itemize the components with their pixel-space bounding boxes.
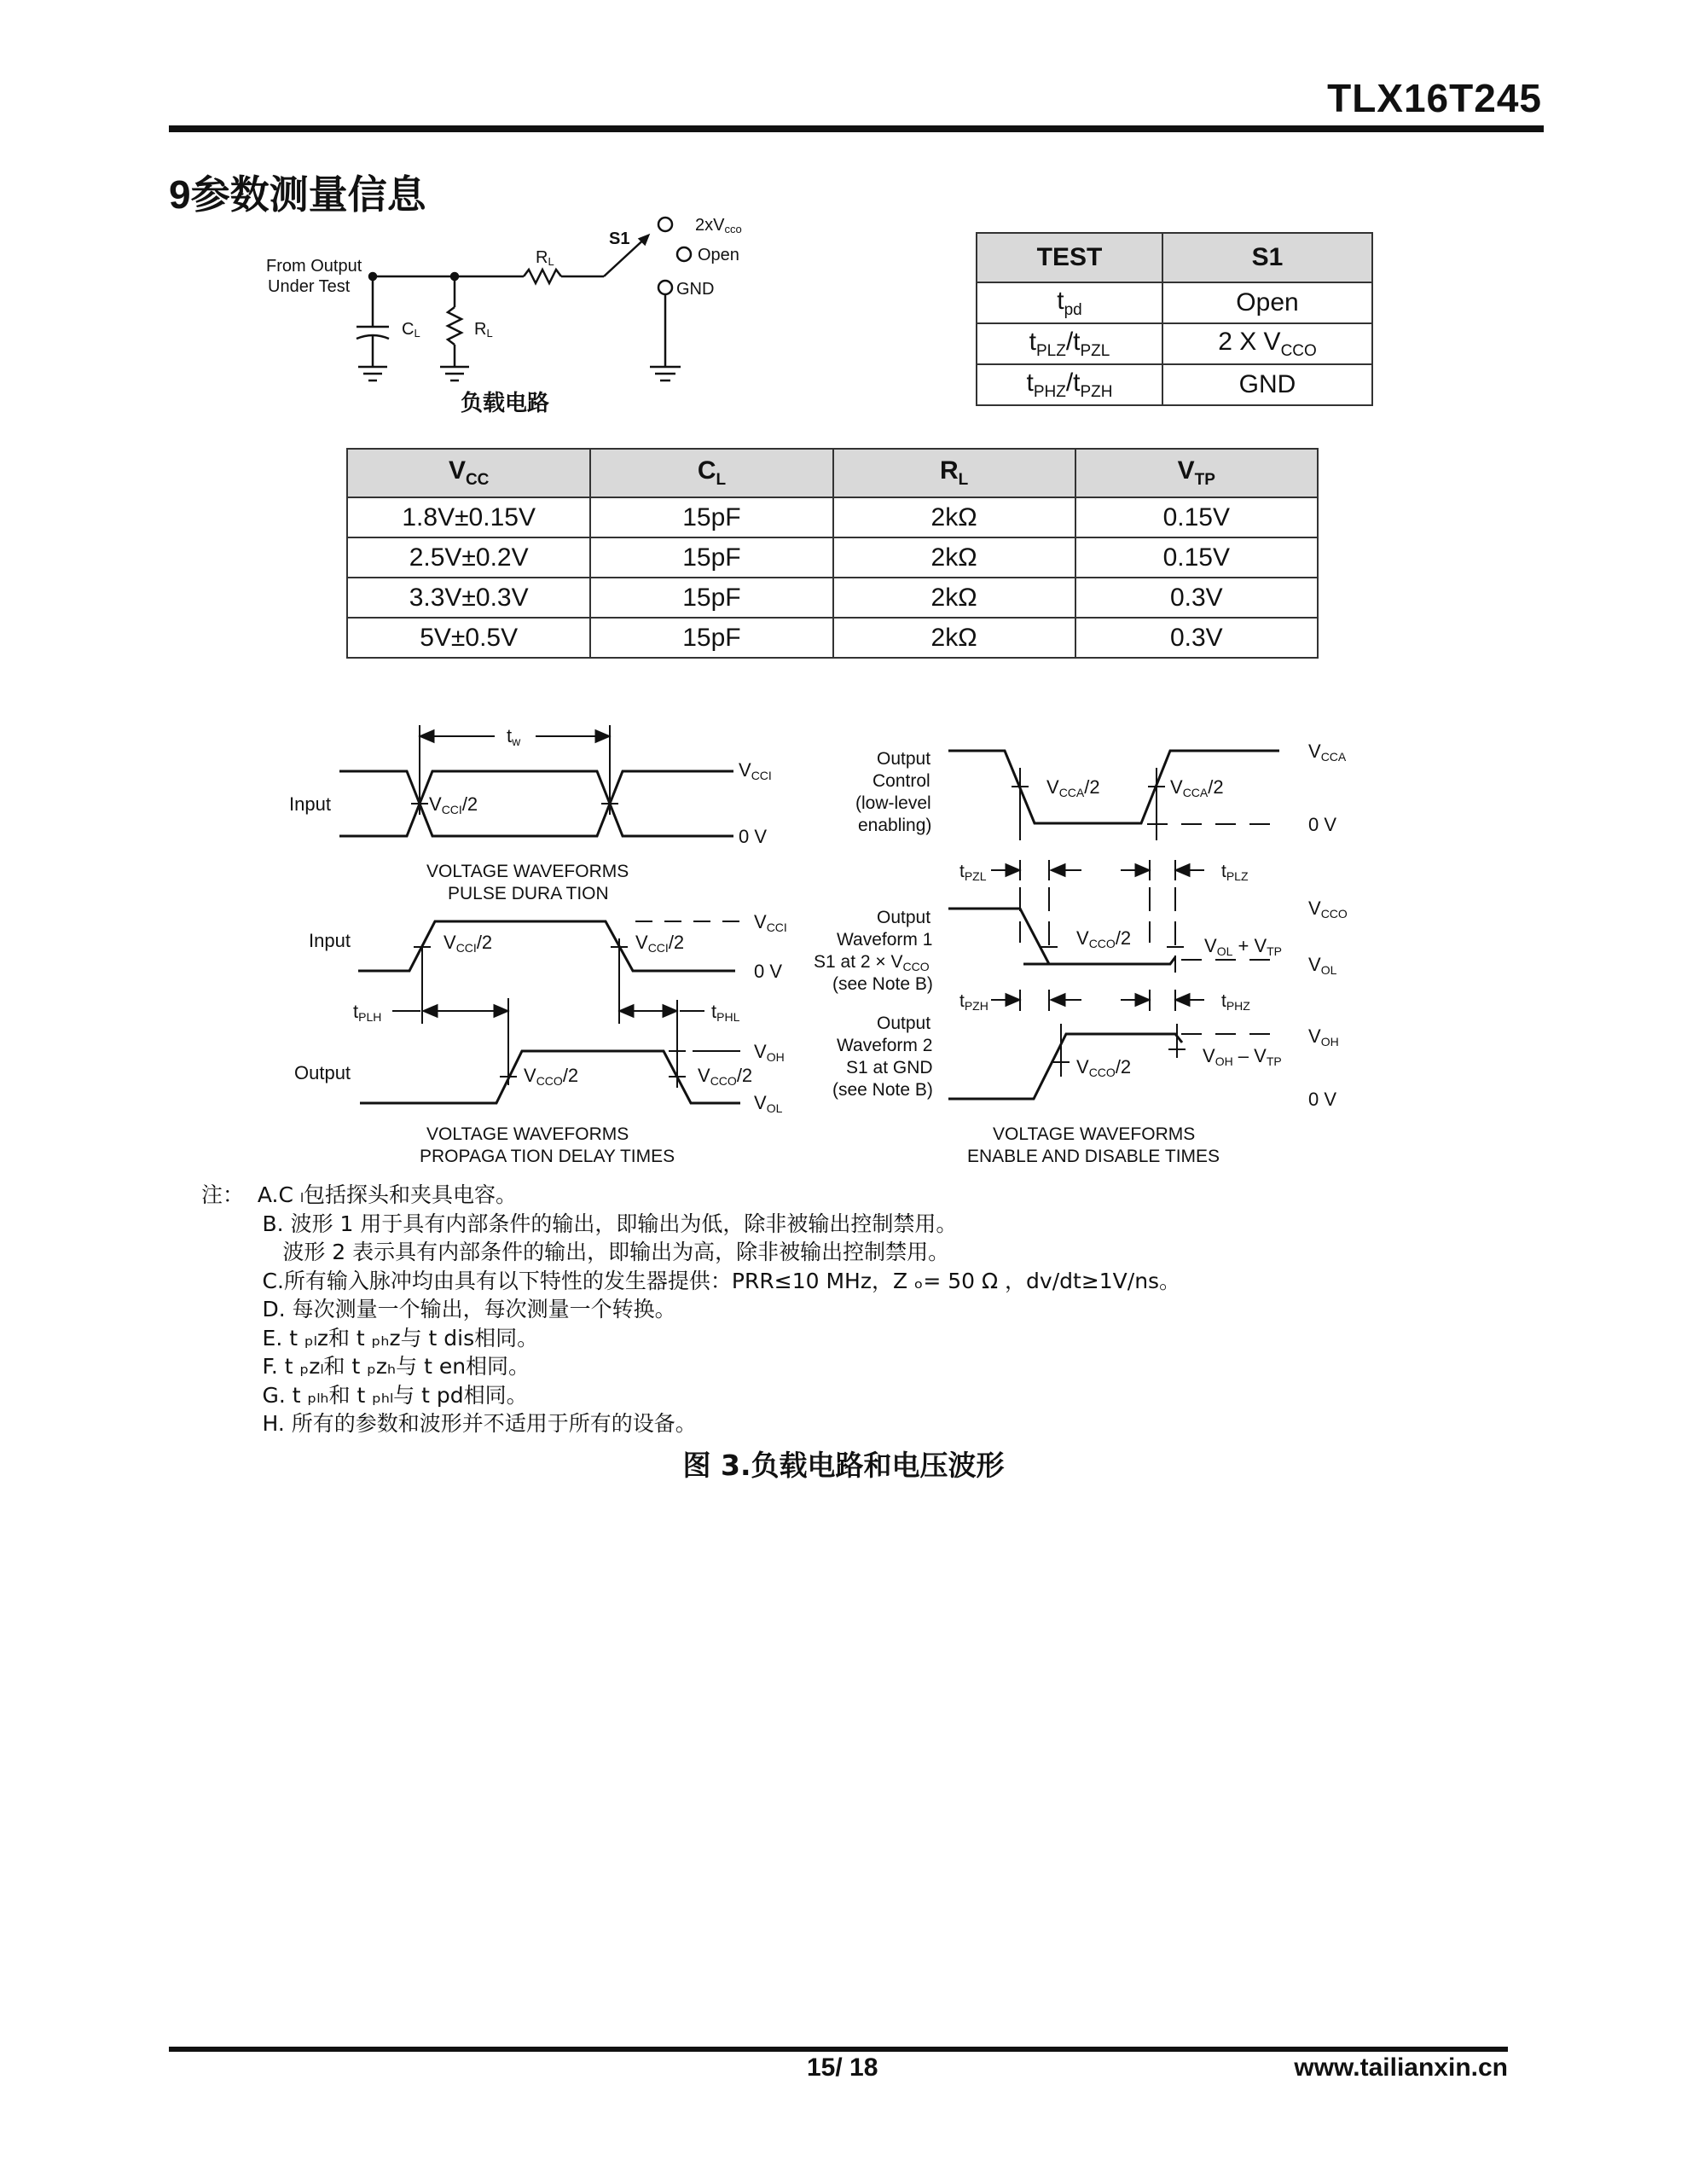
table-row: [977, 323, 1372, 364]
w2-voh-label: VOH: [1308, 1025, 1339, 1048]
prop-vcci-half-left: VCCI/2: [443, 932, 493, 955]
tpzl-label: tPZL: [959, 862, 987, 883]
load-circuit-diagram: [357, 218, 691, 380]
note-line: 波形 2 表示具有内部条件的输出，即输出为高，除非被输出控制禁用。: [201, 1240, 950, 1264]
document-title: TLX16T245: [1327, 76, 1542, 120]
header-rl: $R_L$: [833, 449, 1075, 497]
load-circuit-caption: 负载电路: [461, 390, 550, 415]
prop-vcco-half-right: VCCO/2: [698, 1065, 753, 1088]
cell-vtp: 0.3V: [1075, 618, 1318, 658]
cell-s1: 2 X $V_{CCO}$: [1162, 323, 1372, 364]
load-circuit-labels: [266, 216, 742, 415]
figure-caption: 图 3.负载电路和电压波形: [682, 1449, 1005, 1482]
prop-vcci-half-right: VCCI/2: [635, 932, 685, 955]
note-line: C.所有输入脉冲均由具有以下特性的发生器提供：PRR≤10 MHz，Z ₒ= 50 Ω ，dv/dt≥1V/ns。: [201, 1268, 1181, 1293]
pulse-input-label: Input: [289, 793, 331, 815]
source-label-line1: From Output: [266, 257, 362, 276]
cell-cl: 15pF: [590, 578, 832, 618]
oc-line1: Output: [877, 749, 931, 769]
cell-vcc: 5V±0.5V: [347, 618, 590, 658]
oc-line4: enabling): [858, 816, 932, 835]
tphz-label: tPHZ: [1221, 991, 1250, 1013]
header-cl: $C_L$: [590, 449, 832, 497]
note-line: 注： A.C ₗ包括探头和夹具电容。: [201, 1182, 518, 1207]
prop-output-label: Output: [294, 1062, 351, 1083]
cell-rl: 2kΩ: [833, 537, 1075, 578]
note-line: E. t ₚₗᴢ和 t ₚₕᴢ与 t dis相同。: [201, 1325, 539, 1350]
enable-caption-line2: ENABLE AND DISABLE TIMES: [967, 1147, 1220, 1166]
w2-line2: Waveform 2: [837, 1036, 933, 1055]
pulse-caption-line1: VOLTAGE WAVEFORMS: [426, 862, 629, 881]
test-conditions-table: [346, 448, 1319, 659]
pulse-zero-label: 0 V: [739, 826, 768, 847]
prop-vol-label: VOL: [754, 1092, 783, 1115]
w2-voh-minus-vtp: VOH – VTP: [1203, 1045, 1282, 1068]
w1-line4: (see Note B): [832, 974, 933, 994]
cell-cl: 15pF: [590, 537, 832, 578]
table-row: [347, 618, 1318, 658]
table-row: [977, 282, 1372, 323]
table-header-row: [347, 449, 1318, 497]
w1-vcco-label: VCCO: [1308, 897, 1348, 921]
prop-input-label: Input: [309, 930, 351, 951]
table-header-row: [977, 233, 1372, 282]
table-row: [347, 497, 1318, 537]
cell-test: $t_{pd}$: [977, 282, 1162, 323]
switch-pos-2xvcco: 2xVcco: [695, 216, 742, 235]
footer-rule: [169, 2047, 1508, 2052]
note-line: F. t ₚᴢₗ和 t ₚᴢₕ与 t en相同。: [201, 1354, 530, 1379]
oc-zero-label: 0 V: [1308, 814, 1337, 835]
switch-pos-gnd: GND: [676, 280, 715, 299]
w2-vcco-half: VCCO/2: [1076, 1056, 1132, 1079]
note-line: D. 每次测量一个输出，每次测量一个转换。: [201, 1297, 676, 1321]
note-line: H. 所有的参数和波形并不适用于所有的设备。: [201, 1411, 697, 1436]
tpzh-label: tPZH: [959, 991, 988, 1013]
tw-label: tw: [507, 725, 521, 748]
cell-cl: 15pF: [590, 497, 832, 537]
tplh-label: tPLH: [353, 1001, 382, 1024]
pulse-caption-line2: PULSE DURA TION: [448, 884, 609, 903]
page-number: 15/ 18: [807, 2053, 878, 2082]
table-row: [977, 364, 1372, 405]
cell-vcc: 2.5V±0.2V: [347, 537, 590, 578]
cell-vtp: 0.15V: [1075, 537, 1318, 578]
note-line: B. 波形 1 用于具有内部条件的输出，即输出为低，除非被输出控制禁用。: [201, 1211, 958, 1236]
switch-pos-open: Open: [698, 246, 739, 264]
w1-vcco-half: VCCO/2: [1076, 927, 1132, 950]
oc-vcca-label: VCCA: [1308, 741, 1347, 764]
enable-caption-line1: VOLTAGE WAVEFORMS: [993, 1124, 1196, 1144]
w1-line3: S1 at 2 × VCCO: [814, 952, 930, 973]
table-row: [347, 537, 1318, 578]
propagation-delay-labels: [294, 911, 787, 1166]
prop-caption-line2: PROPAGA TION DELAY TIMES: [420, 1147, 675, 1166]
pulse-duration-waveform: [339, 725, 733, 836]
tphl-label: tPHL: [711, 1001, 740, 1024]
oc-vcca-half-right: VCCA/2: [1170, 776, 1224, 799]
cell-vcc: 1.8V±0.15V: [347, 497, 590, 537]
w2-line3: S1 at GND: [846, 1058, 933, 1077]
prop-caption-line1: VOLTAGE WAVEFORMS: [426, 1124, 629, 1144]
oc-line3: (low-level: [855, 793, 931, 813]
cell-vtp: 0.3V: [1075, 578, 1318, 618]
cell-s1: GND: [1162, 364, 1372, 405]
pulse-duration-labels: [289, 725, 772, 903]
prop-vcco-half-left: VCCO/2: [524, 1065, 579, 1088]
switch-label: S1: [609, 229, 630, 248]
table-row: [347, 578, 1318, 618]
cl-label: CL: [402, 320, 420, 340]
enable-disable-labels: [814, 741, 1348, 1166]
w2-zero-label: 0 V: [1308, 1089, 1337, 1110]
enable-disable-waveform: [948, 751, 1279, 1099]
cell-cl: 15pF: [590, 618, 832, 658]
rl-label: RL: [474, 320, 493, 340]
notes-block: [201, 1181, 1180, 1438]
header-test: TEST: [977, 233, 1162, 282]
cell-vcc: 3.3V±0.3V: [347, 578, 590, 618]
pulse-vcci-label: VCCI: [739, 759, 772, 782]
website-text: www.tailianxin.cn: [1294, 2053, 1508, 2082]
cell-rl: 2kΩ: [833, 497, 1075, 537]
test-switch-table: [976, 232, 1373, 406]
prop-zero-label: 0 V: [754, 961, 783, 982]
header-vtp: $V_{TP}$: [1075, 449, 1318, 497]
tplz-label: tPLZ: [1221, 862, 1249, 883]
cell-rl: 2kΩ: [833, 618, 1075, 658]
pulse-vcci-half-label: VCCI/2: [429, 793, 478, 816]
w2-line4: (see Note B): [832, 1080, 933, 1100]
cell-test: $t_{PHZ}/t_{PZH}$: [977, 364, 1162, 405]
cell-rl: 2kΩ: [833, 578, 1075, 618]
note-line: G. t ₚₗₕ和 t ₚₕₗ与 t pd相同。: [201, 1382, 528, 1408]
source-label-line2: Under Test: [268, 277, 351, 296]
header-vcc: $V_{CC}$: [347, 449, 590, 497]
header-s1: S1: [1162, 233, 1372, 282]
w1-vol-label: VOL: [1308, 954, 1337, 977]
prop-voh-label: VOH: [754, 1041, 785, 1064]
section-title: 9参数测量信息: [169, 172, 426, 217]
w1-vol-plus-vtp: VOL + VTP: [1204, 935, 1283, 958]
cell-s1: Open: [1162, 282, 1372, 323]
w1-line1: Output: [877, 908, 931, 927]
prop-vcci-label: VCCI: [754, 911, 787, 934]
oc-vcca-half-left: VCCA/2: [1046, 776, 1100, 799]
w1-line2: Waveform 1: [837, 930, 933, 950]
rl-top-label: RL: [536, 248, 554, 268]
oc-line2: Control: [872, 771, 930, 791]
cell-vtp: 0.15V: [1075, 497, 1318, 537]
cell-test: $t_{PLZ}/t_{PZL}$: [977, 323, 1162, 364]
w2-line1: Output: [877, 1014, 931, 1033]
